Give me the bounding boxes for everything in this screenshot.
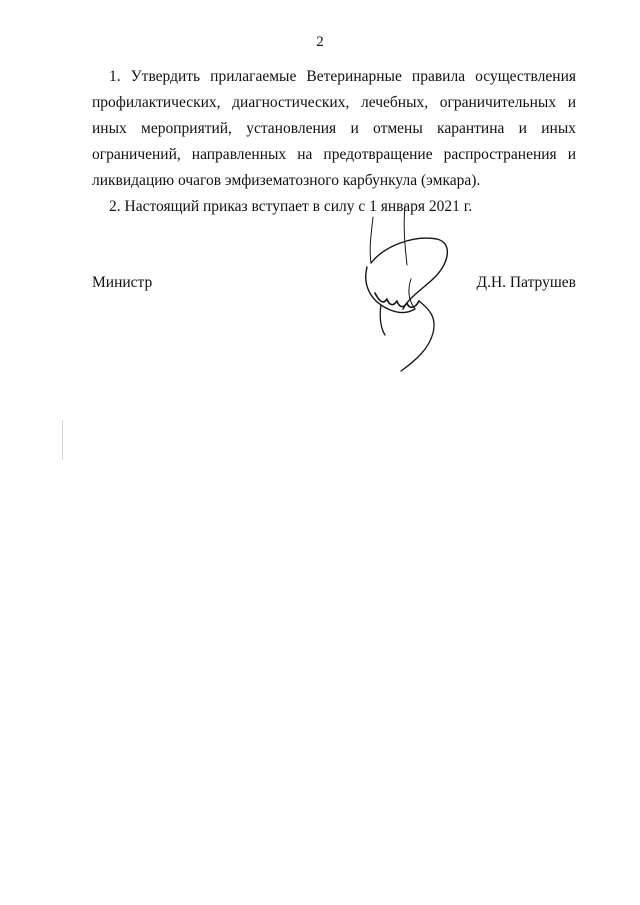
scan-edge-mark bbox=[62, 420, 63, 460]
signature-icon bbox=[345, 205, 475, 375]
signatory-title: Министр bbox=[92, 274, 153, 291]
paragraph-1: 1. Утвердить прилагаемые Ветеринарные правила осуществления профилактических, диагностических, лечебных, ограничительных и иных мероприятий, установления и отмены карантина и иных ограничений, направленных на предотвращение распространения и ликвидацию очагов эмфизематозного карбункула (эмкара). bbox=[92, 68, 576, 189]
page-number: 2 bbox=[316, 34, 324, 50]
signatory-name: Д.Н. Патрушев bbox=[476, 274, 576, 291]
paragraph-2: 2. Настоящий приказ вступает в силу с 1 января 2021 г. bbox=[109, 198, 473, 215]
